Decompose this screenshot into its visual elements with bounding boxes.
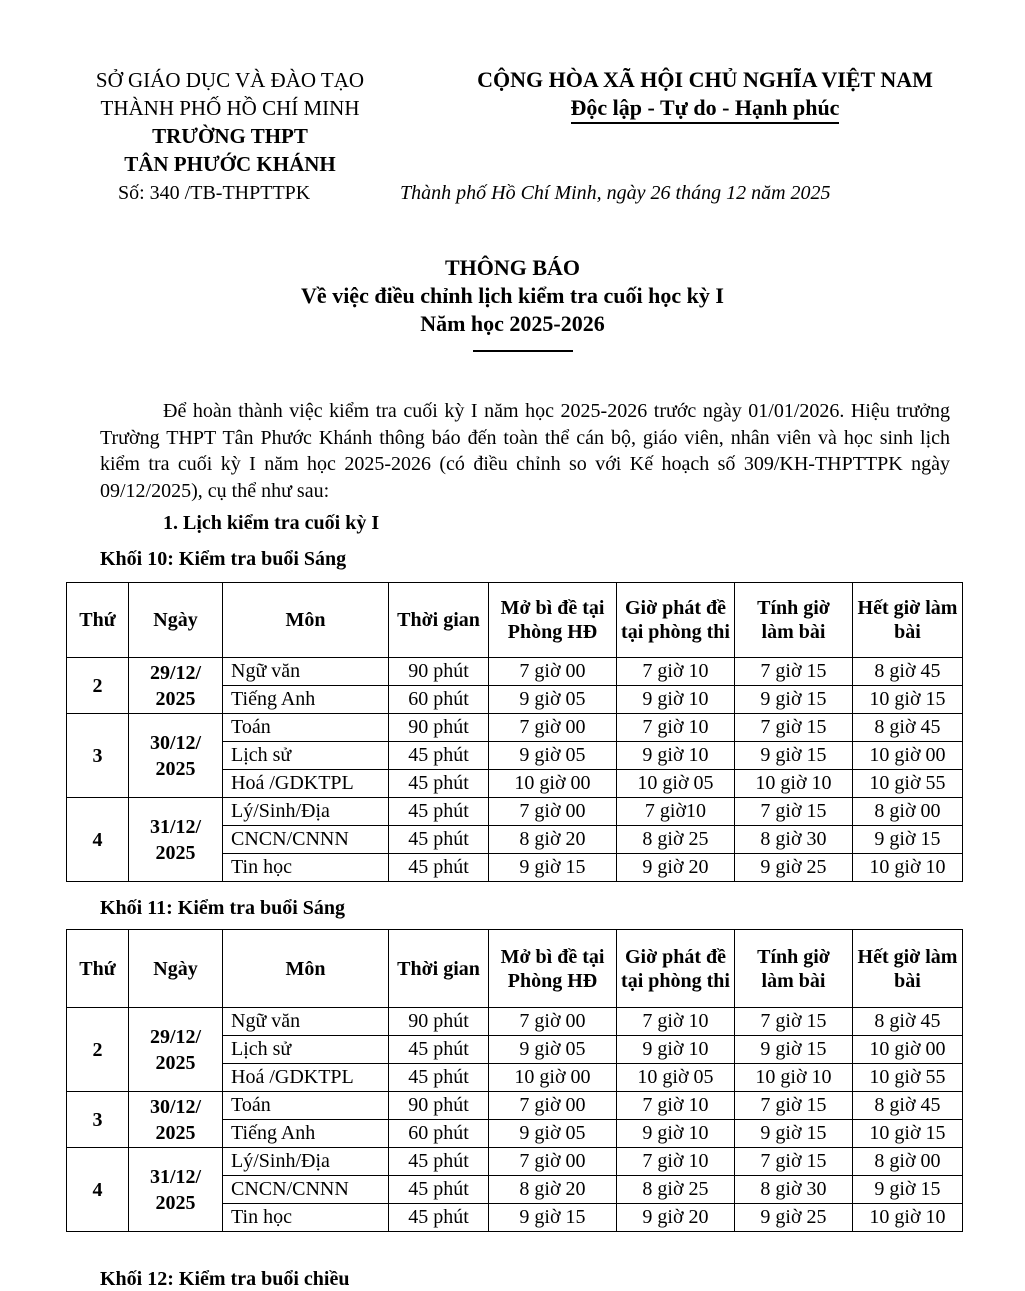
time-cell: 7 giờ 10 bbox=[617, 1092, 735, 1120]
time-cell: 45 phút bbox=[389, 1176, 489, 1204]
motto: Độc lập - Tự do - Hạnh phúc bbox=[571, 94, 840, 124]
time-cell: 9 giờ 25 bbox=[735, 854, 853, 882]
time-cell: 9 giờ 05 bbox=[489, 1036, 617, 1064]
column-header: Ngày bbox=[129, 583, 223, 658]
subject-cell: Lý/Sinh/Địa bbox=[223, 1148, 389, 1176]
doc-title: THÔNG BÁO bbox=[444, 255, 581, 280]
date-cell: 31/12/ 2025 bbox=[129, 798, 223, 882]
subject-cell: Lịch sử bbox=[223, 742, 389, 770]
time-cell: 45 phút bbox=[389, 1064, 489, 1092]
time-cell: 7 giờ 10 bbox=[617, 658, 735, 686]
time-cell: 7 giờ 15 bbox=[735, 1148, 853, 1176]
subject-cell: Toán bbox=[223, 714, 389, 742]
document-date: Thành phố Hồ Chí Minh, ngày 26 tháng 12 năm 2025 bbox=[400, 182, 831, 204]
table-row bbox=[67, 714, 963, 742]
time-cell: 8 giờ 45 bbox=[853, 1092, 963, 1120]
time-cell: 9 giờ 05 bbox=[489, 1120, 617, 1148]
subject-cell: Ngữ văn bbox=[223, 1008, 389, 1036]
subject-cell: CNCN/CNNN bbox=[223, 1176, 389, 1204]
column-header: Môn bbox=[223, 583, 389, 658]
subject-cell: Tiếng Anh bbox=[223, 1120, 389, 1148]
time-cell: 8 giờ 20 bbox=[489, 826, 617, 854]
column-header: Mở bì đề tại Phòng HĐ bbox=[489, 930, 617, 1008]
time-cell: 10 giờ 00 bbox=[853, 742, 963, 770]
time-cell: 8 giờ 25 bbox=[617, 1176, 735, 1204]
time-cell: 45 phút bbox=[389, 770, 489, 798]
khoi11-table bbox=[66, 929, 963, 1232]
table-row bbox=[67, 658, 963, 686]
time-cell: 8 giờ 30 bbox=[735, 1176, 853, 1204]
weekday-cell: 2 bbox=[67, 658, 129, 714]
subject-cell: Lịch sử bbox=[223, 1036, 389, 1064]
time-cell: 10 giờ 00 bbox=[489, 770, 617, 798]
time-cell: 7 giờ 15 bbox=[735, 798, 853, 826]
time-cell: 10 giờ 05 bbox=[617, 1064, 735, 1092]
column-header: Giờ phát đề tại phòng thi bbox=[617, 583, 735, 658]
time-cell: 60 phút bbox=[389, 686, 489, 714]
table-row bbox=[67, 1008, 963, 1036]
time-cell: 8 giờ 00 bbox=[853, 798, 963, 826]
subject-cell: Ngữ văn bbox=[223, 658, 389, 686]
time-cell: 7 giờ 10 bbox=[617, 714, 735, 742]
time-cell: 8 giờ 30 bbox=[735, 826, 853, 854]
date-cell: 31/12/ 2025 bbox=[129, 1148, 223, 1232]
time-cell: 8 giờ 45 bbox=[853, 658, 963, 686]
khoi12-title-cut: Khối 12: Kiểm tra buổi chiều bbox=[100, 1268, 350, 1290]
time-cell: 90 phút bbox=[389, 1008, 489, 1036]
intro-paragraph: Để hoàn thành việc kiểm tra cuối kỳ I năm học 2025-2026 trước ngày 01/01/2026. Hiệu trưởng Trường THPT Tân Phước Khánh thông báo đến toàn thể cán bộ, giáo viên, nhân viên và học sinh lịch kiểm tra cuối kỳ I năm học 2025-2026 (có điều chỉnh so với Kế hoạch số 309/KH-THPTTPK ngày 09/12/2025), cụ thể như sau: bbox=[100, 400, 950, 502]
table-row bbox=[67, 1148, 963, 1176]
doc-school-year: Năm học 2025-2026 bbox=[420, 311, 605, 336]
time-cell: 10 giờ 15 bbox=[853, 686, 963, 714]
weekday-cell: 3 bbox=[67, 1092, 129, 1148]
time-cell: 90 phút bbox=[389, 714, 489, 742]
column-header: Thời gian bbox=[389, 583, 489, 658]
column-header: Tính giờ làm bài bbox=[735, 930, 853, 1008]
time-cell: 60 phút bbox=[389, 1120, 489, 1148]
weekday-cell: 4 bbox=[67, 798, 129, 882]
date-cell: 30/12/ 2025 bbox=[129, 714, 223, 798]
subject-cell: Tiếng Anh bbox=[223, 686, 389, 714]
column-header: Hết giờ làm bài bbox=[853, 583, 963, 658]
issuer-block bbox=[60, 66, 400, 178]
time-cell: 9 giờ 15 bbox=[735, 742, 853, 770]
time-cell: 9 giờ 10 bbox=[617, 686, 735, 714]
weekday-cell: 4 bbox=[67, 1148, 129, 1232]
time-cell: 7 giờ 15 bbox=[735, 658, 853, 686]
time-cell: 8 giờ 25 bbox=[617, 826, 735, 854]
time-cell: 9 giờ 10 bbox=[617, 1036, 735, 1064]
weekday-cell: 2 bbox=[67, 1008, 129, 1092]
time-cell: 7 giờ 00 bbox=[489, 1148, 617, 1176]
column-header: Môn bbox=[223, 930, 389, 1008]
column-header: Thứ bbox=[67, 930, 129, 1008]
subject-cell: Toán bbox=[223, 1092, 389, 1120]
time-cell: 9 giờ 25 bbox=[735, 1204, 853, 1232]
time-cell: 10 giờ 05 bbox=[617, 770, 735, 798]
time-cell: 8 giờ 00 bbox=[853, 1148, 963, 1176]
column-header: Tính giờ làm bài bbox=[735, 583, 853, 658]
table-row bbox=[67, 798, 963, 826]
issuer-line-3: TRƯỜNG THPT bbox=[152, 124, 308, 148]
time-cell: 9 giờ 20 bbox=[617, 854, 735, 882]
issuer-line-4: TÂN PHƯỚC KHÁNH bbox=[124, 152, 336, 176]
table-row bbox=[67, 1092, 963, 1120]
time-cell: 9 giờ 15 bbox=[735, 686, 853, 714]
time-cell: 7 giờ 15 bbox=[735, 1008, 853, 1036]
time-cell: 7 giờ 00 bbox=[489, 1092, 617, 1120]
time-cell: 45 phút bbox=[389, 1148, 489, 1176]
column-header: Thứ bbox=[67, 583, 129, 658]
time-cell: 7 giờ 15 bbox=[735, 714, 853, 742]
time-cell: 90 phút bbox=[389, 1092, 489, 1120]
section-heading: 1. Lịch kiểm tra cuối kỳ I bbox=[163, 512, 380, 534]
time-cell: 9 giờ 15 bbox=[853, 826, 963, 854]
time-cell: 9 giờ 15 bbox=[489, 1204, 617, 1232]
time-cell: 7 giờ 00 bbox=[489, 798, 617, 826]
time-cell: 9 giờ 15 bbox=[489, 854, 617, 882]
time-cell: 45 phút bbox=[389, 826, 489, 854]
date-cell: 29/12/ 2025 bbox=[129, 1008, 223, 1092]
column-header: Ngày bbox=[129, 930, 223, 1008]
time-cell: 7 giờ 10 bbox=[617, 1008, 735, 1036]
time-cell: 10 giờ 55 bbox=[853, 770, 963, 798]
time-cell: 8 giờ 45 bbox=[853, 714, 963, 742]
time-cell: 9 giờ 15 bbox=[853, 1176, 963, 1204]
time-cell: 7 giờ 00 bbox=[489, 714, 617, 742]
time-cell: 9 giờ 05 bbox=[489, 742, 617, 770]
time-cell: 90 phút bbox=[389, 658, 489, 686]
time-cell: 45 phút bbox=[389, 742, 489, 770]
time-cell: 7 giờ 00 bbox=[489, 1008, 617, 1036]
date-cell: 30/12/ 2025 bbox=[129, 1092, 223, 1148]
date-cell: 29/12/ 2025 bbox=[129, 658, 223, 714]
subject-cell: Tin học bbox=[223, 1204, 389, 1232]
nation-title: CỘNG HÒA XÃ HỘI CHỦ NGHĨA VIỆT NAM bbox=[477, 67, 933, 92]
time-cell: 9 giờ 15 bbox=[735, 1036, 853, 1064]
subject-cell: Hoá /GDKTPL bbox=[223, 1064, 389, 1092]
time-cell: 9 giờ 10 bbox=[617, 1120, 735, 1148]
time-cell: 9 giờ 20 bbox=[617, 1204, 735, 1232]
time-cell: 45 phút bbox=[389, 1036, 489, 1064]
weekday-cell: 3 bbox=[67, 714, 129, 798]
time-cell: 10 giờ 10 bbox=[735, 1064, 853, 1092]
time-cell: 7 giờ 00 bbox=[489, 658, 617, 686]
time-cell: 45 phút bbox=[389, 798, 489, 826]
national-motto-block bbox=[415, 66, 995, 124]
time-cell: 9 giờ 10 bbox=[617, 742, 735, 770]
title-divider bbox=[473, 350, 573, 352]
khoi10-title: Khối 10: Kiểm tra buổi Sáng bbox=[100, 548, 347, 570]
time-cell: 7 giờ 10 bbox=[617, 1148, 735, 1176]
time-cell: 45 phút bbox=[389, 854, 489, 882]
khoi10-table bbox=[66, 582, 963, 882]
subject-cell: CNCN/CNNN bbox=[223, 826, 389, 854]
time-cell: 10 giờ 55 bbox=[853, 1064, 963, 1092]
time-cell: 10 giờ 10 bbox=[853, 854, 963, 882]
issuer-line-2: THÀNH PHỐ HỒ CHÍ MINH bbox=[100, 96, 360, 120]
time-cell: 10 giờ 10 bbox=[735, 770, 853, 798]
subject-cell: Lý/Sinh/Địa bbox=[223, 798, 389, 826]
time-cell: 7 giờ10 bbox=[617, 798, 735, 826]
time-cell: 8 giờ 45 bbox=[853, 1008, 963, 1036]
column-header: Thời gian bbox=[389, 930, 489, 1008]
column-header: Mở bì đề tại Phòng HĐ bbox=[489, 583, 617, 658]
time-cell: 10 giờ 15 bbox=[853, 1120, 963, 1148]
time-cell: 7 giờ 15 bbox=[735, 1092, 853, 1120]
column-header: Hết giờ làm bài bbox=[853, 930, 963, 1008]
time-cell: 8 giờ 20 bbox=[489, 1176, 617, 1204]
khoi11-title: Khối 11: Kiểm tra buổi Sáng bbox=[100, 897, 346, 919]
time-cell: 9 giờ 15 bbox=[735, 1120, 853, 1148]
subject-cell: Hoá /GDKTPL bbox=[223, 770, 389, 798]
issuer-line-1: SỞ GIÁO DỤC VÀ ĐÀO TẠO bbox=[95, 68, 365, 92]
time-cell: 10 giờ 10 bbox=[853, 1204, 963, 1232]
subject-cell: Tin học bbox=[223, 854, 389, 882]
time-cell: 10 giờ 00 bbox=[489, 1064, 617, 1092]
time-cell: 9 giờ 05 bbox=[489, 686, 617, 714]
document-number: Số: 340 /TB-THPTTPK bbox=[118, 182, 311, 204]
doc-subtitle: Về việc điều chỉnh lịch kiểm tra cuối học kỳ I bbox=[301, 283, 724, 308]
time-cell: 10 giờ 00 bbox=[853, 1036, 963, 1064]
time-cell: 45 phút bbox=[389, 1204, 489, 1232]
column-header: Giờ phát đề tại phòng thi bbox=[617, 930, 735, 1008]
